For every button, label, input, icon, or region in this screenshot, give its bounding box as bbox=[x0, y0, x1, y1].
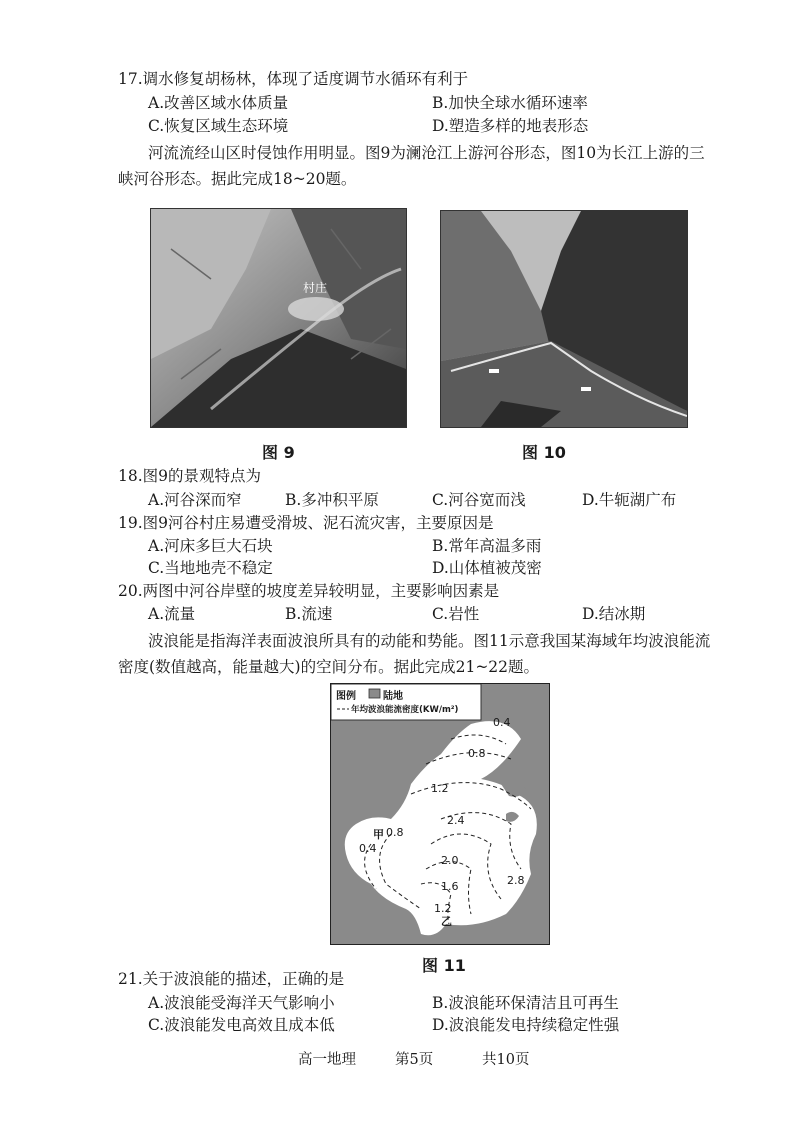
place-yi: 乙 bbox=[441, 915, 452, 928]
q20-option-d: D.结冰期 bbox=[582, 605, 646, 623]
intro-18-20-line2: 峡河谷形态。据此完成18~20题。 bbox=[118, 170, 357, 188]
legend-land-swatch bbox=[369, 689, 380, 698]
figure-10-caption: 图 10 bbox=[522, 443, 566, 462]
q21-option-b: B.波浪能环保清洁且可再生 bbox=[432, 994, 619, 1012]
q19-option-b: B.常年高温多雨 bbox=[432, 537, 542, 555]
q21-option-c: C.波浪能发电高效且成本低 bbox=[148, 1016, 335, 1034]
q18-option-b: B.多冲积平原 bbox=[285, 491, 379, 509]
legend-isoline-label: 年均波浪能流密度(KW/m²) bbox=[351, 705, 459, 715]
gorge-photo-illustration bbox=[441, 211, 687, 427]
q17-option-d: D.塑造多样的地表形态 bbox=[432, 117, 589, 135]
q21-option-d: D.波浪能发电持续稳定性强 bbox=[432, 1016, 620, 1034]
figure-9-caption: 图 9 bbox=[262, 443, 295, 462]
intro-21-22-line1: 波浪能是指海洋表面波浪所具有的动能和势能。图11示意我国某海域年均波浪能流 bbox=[148, 632, 711, 650]
q18-option-d: D.牛轭湖广布 bbox=[582, 491, 677, 509]
q17-option-c: C.恢复区域生态环境 bbox=[148, 117, 289, 135]
figure-11-map bbox=[330, 683, 550, 945]
q19-option-a: A.河床多巨大石块 bbox=[148, 537, 273, 555]
isoline-label: 0.4 bbox=[493, 716, 511, 729]
q17-stem: 17.调水修复胡杨林，体现了适度调节水循环有利于 bbox=[118, 70, 469, 88]
figure-9-photo bbox=[150, 208, 407, 428]
q18-option-c: C.河谷宽而浅 bbox=[432, 491, 526, 509]
isoline-label: 2.0 bbox=[441, 854, 459, 867]
q21-stem: 21.关于波浪能的描述，正确的是 bbox=[118, 970, 345, 988]
legend-land-label: 陆地 bbox=[383, 691, 403, 702]
intro-21-22-line2: 密度(数值越高，能量越大)的空间分布。据此完成21~22题。 bbox=[118, 658, 540, 676]
footer-total: 共10页 bbox=[482, 1052, 530, 1068]
place-jia: 甲 bbox=[373, 828, 384, 841]
q17-option-a: A.改善区域水体质量 bbox=[148, 94, 289, 112]
isoline-label: 0.8 bbox=[386, 826, 404, 839]
isoline-label: 2.4 bbox=[447, 814, 465, 827]
isoline-label: 0.4 bbox=[359, 842, 377, 855]
q17-option-b: B.加快全球水循环速率 bbox=[432, 94, 588, 112]
isoline-label: 1.6 bbox=[441, 880, 459, 893]
q18-stem: 18.图9的景观特点为 bbox=[118, 467, 262, 485]
isoline-label: 1.2 bbox=[434, 902, 452, 915]
legend-title: 图例 bbox=[336, 691, 356, 702]
q19-option-d: D.山体植被茂密 bbox=[432, 559, 542, 577]
intro-18-20-line1: 河流流经山区时侵蚀作用明显。图9为澜沧江上游河谷形态，图10为长江上游的三 bbox=[148, 144, 705, 162]
figure-10-photo bbox=[440, 210, 688, 428]
figure-11-caption: 图 11 bbox=[422, 956, 466, 975]
q19-stem: 19.图9河谷村庄易遭受滑坡、泥石流灾害，主要原因是 bbox=[118, 514, 494, 532]
q21-option-a: A.波浪能受海洋天气影响小 bbox=[148, 994, 335, 1012]
isoline-label: 0.8 bbox=[468, 747, 486, 760]
footer-subject: 高一地理 bbox=[298, 1052, 356, 1068]
valley-photo-illustration bbox=[151, 209, 406, 427]
q20-option-a: A.流量 bbox=[148, 605, 196, 623]
footer-page: 第5页 bbox=[395, 1052, 434, 1068]
q18-option-a: A.河谷深而窄 bbox=[148, 491, 242, 509]
isoline-label: 1.2 bbox=[431, 782, 449, 795]
q20-option-c: C.岩性 bbox=[432, 605, 480, 623]
q20-stem: 20.两图中河谷岸壁的坡度差异较明显，主要影响因素是 bbox=[118, 582, 500, 600]
q20-option-b: B.流速 bbox=[285, 605, 333, 623]
village-label: 村庄 bbox=[303, 281, 328, 295]
isoline-label: 2.8 bbox=[507, 874, 525, 887]
q19-option-c: C.当地地壳不稳定 bbox=[148, 559, 273, 577]
